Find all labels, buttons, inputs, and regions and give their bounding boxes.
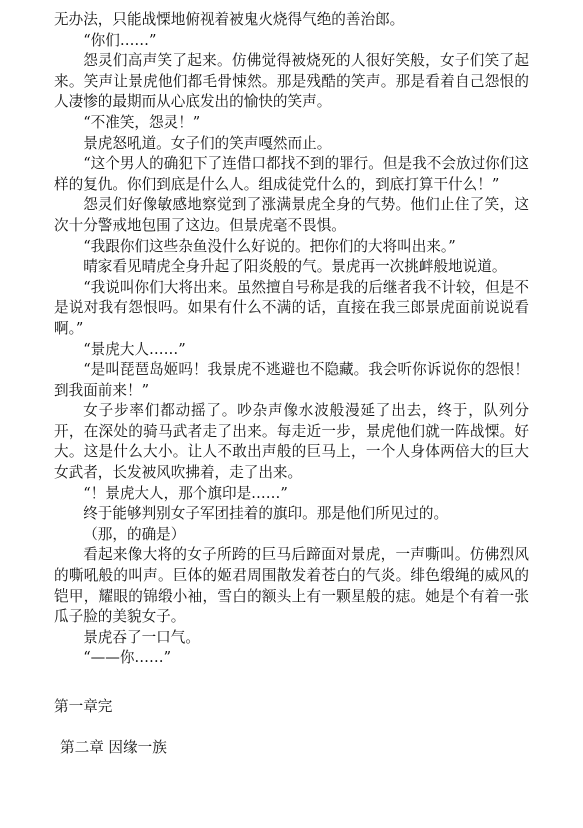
paragraph: 景虎吞了一口气。 [83,628,200,646]
paragraph: 晴家看见晴虎全身升起了阳炎般的气。景虎再一次挑衅般地说道。 [83,258,507,276]
paragraph: 女子步率们都动摇了。吵杂声像水波般漫延了出去，终于，队列分开，在深处的骑马武者走了出来。每走近一步，景虎他们就一阵战慄。好大。这是什么大小。让人不敢出声般的巨马上，一个人身体两倍大的巨大女武者，长发被风吹拂着，走了出来。 [54,402,529,482]
paragraph: “——你……” [83,649,172,667]
paragraph: 终于能够判别女子军团挂着的旗印。那是他们所见过的。 [83,505,449,523]
paragraph: “我说叫你们大将出来。虽然擅自号称是我的后继者我不计较，但是不是说对我有怨恨吗。如果有什么不满的话，直接在我三郎景虎面前说说看啊。” [54,278,529,337]
paragraph: 景虎怒吼道。女子们的笑声嘎然而止。 [83,134,332,152]
next-chapter-title: 第二章 因缘一族 [60,739,167,756]
paragraph: “！景虎大人，那个旗印是……” [83,484,288,502]
paragraph: （那，的确是） [83,525,186,543]
chapter-end-marker: 第一章完 [54,698,113,715]
paragraph: “这个男人的确犯下了连借口都找不到的罪行。但是我不会放过你们这样的复仇。你们到底是什么人。组成徒党什么的，到底打算干什么！” [54,155,529,193]
paragraph: 怨灵们好像敏感地察觉到了涨满景虎全身的气势。他们止住了笑，这次十分警戒地包围了这边。但景虎毫不畏惧。 [54,196,529,234]
paragraph: “你们……” [83,31,157,49]
paragraph: “是叫琵琶岛姬吗！我景虎不逃避也不隐藏。我会听你诉说你的怨恨！到我面前来！” [54,361,529,399]
paragraph: 怨灵们高声笑了起来。仿佛觉得被烧死的人很好笑般，女子们笑了起来。笑声让景虎他们都毛骨悚然。那是残酷的笑声。那是看着自己怨恨的人凄惨的最期而从心底发出的愉快的笑声。 [54,52,529,111]
paragraph: “不准笑，怨灵！” [83,113,201,131]
paragraph: “景虎大人……” [83,340,186,358]
paragraph: “我跟你们这些杂鱼没什么好说的。把你们的大将叫出来。” [83,237,456,255]
paragraph: 无办法，只能战慄地俯视着被鬼火烧得气绝的善治郎。 [54,11,405,28]
paragraph: 看起来像大将的女子所跨的巨马后蹄面对景虎，一声嘶叫。仿佛烈风的嘶吼般的叫声。巨体的姬君周围散发着苍白的气炎。绯色缎绳的威风的铠甲，耀眼的锦缎小袖，雪白的额头上有一颗星般的痣。她是个有着一张瓜子脸的美貌女子。 [54,546,529,626]
